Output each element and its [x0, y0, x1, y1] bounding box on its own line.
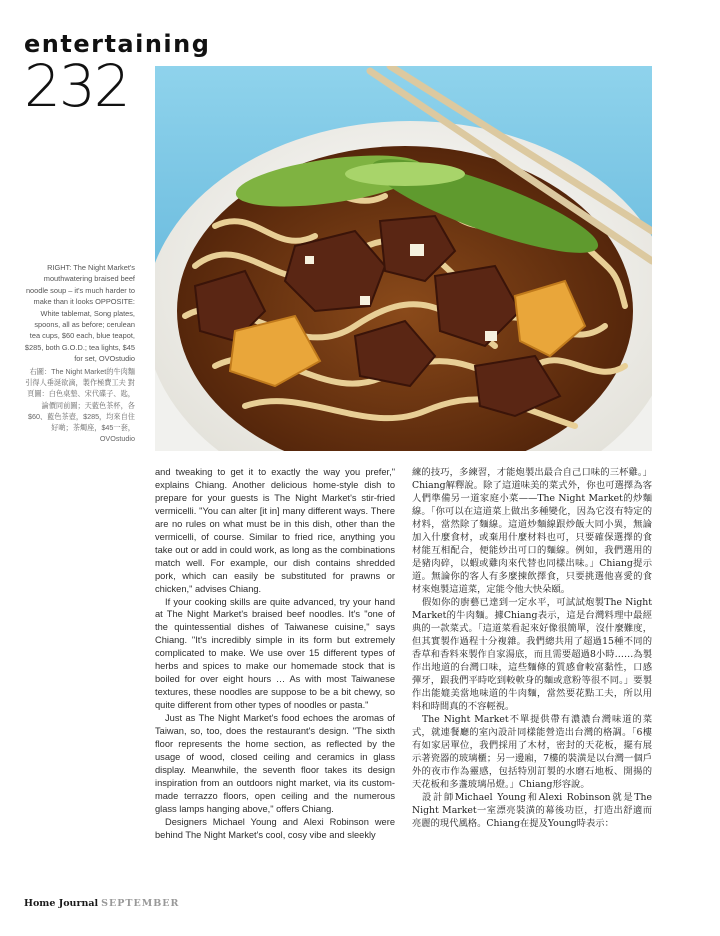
- article-paragraph: 設計師Michael Young和Alexi Robinson就是The Night Market一室漂亮裝潢的幕後功臣，打造出舒適而亮麗的現代風格。Chiang在提及Young時表示：: [412, 792, 652, 829]
- magazine-name: Home Journal: [24, 898, 99, 909]
- photo-caption-chinese: 右圖：The Night Market的牛肉麵引得人垂涎欲滴，製作極費工夫 對頁圖：白色桌墊、宋代碟子、匙，論價同前圖；天藍色茶杯，各$60、藍色茶壺，$285，均來自住好啲；茶燭座，$45一套，OVOstudio: [25, 367, 135, 444]
- footer: [24, 898, 179, 909]
- beef-noodle-photo: [155, 66, 652, 451]
- issue-month: SEPTEMBER: [101, 898, 180, 909]
- article-paragraph: Just as The Night Market's food echoes the aromas of Taiwan, so, too, does the restaurant's design. "The sixth floor represents the home section, as reflected by the usage of wood, closed ceiling and ceramics in glass display. Meanwhile, the seventh floor takes its design inspiration from an outdoors night market, via its custom-made terrazzo floors, open ceiling and the numerous glass lamps hanging above," offers Chiang.: [155, 713, 395, 814]
- article-paragraph: The Night Market不單提供帶有濃濃台灣味道的菜式，就連餐廳的室內設計同樣能營造出台灣的格調。「6樓有如家居單位，我們採用了木材，密封的天花板，擺有展示著瓷器的玻璃櫃；另一邊廂，7樓的裝潢是以台灣一個戶外的夜市作為靈感，包括特別訂製的水磨石地板、開揚的天花板和多盞玻璃吊燈。」Chiang形容說。: [412, 714, 652, 790]
- article-paragraph: If your cooking skills are quite advanced, try your hand at The Night Market's braised beef noodles. It's "one of the quintessential dishes of Taiwanese cuisine," says Chiang. "It's incredibly simple in its form but extremely complicated to make. We use over 15 different types of herbs and spices to make our homemade stock that is boiled for over eight hours … As with most Taiwanese textures, these noodles are suppose to be a bit chewy, so quite different from other types of noodles or pasta.": [155, 596, 395, 711]
- article-paragraph: and tweaking to get it to exactly the way you prefer," explains Chiang. Another delicious home-style dish to prepare for your guests is The Night Market's stir-fried vermicelli. "You can alter [it in] many different ways. There are no rules on what must be in this dish, other than the vermicelli, of course. Similar to fried rice, anything you take out or add in could work, as long as the combinations match well. For example, our dish contains shredded pork, which can easily be substituted for prawns or chicken," advises Chiang.: [155, 467, 395, 594]
- section-title: entertaining: [24, 30, 211, 58]
- photo-caption-english: RIGHT: The Night Market's mouthwatering braised beef noodle soup – it's much harder to make than it looks OPPOSITE: White tablemat, Song plates, spoons, all as before; cerulean tea cups, $60 each, blue teapot, $285, both G.O.D.; tea lights, $45 for set, OVOstudio: [24, 263, 135, 364]
- article-column-english: [155, 466, 395, 842]
- page-number: 232: [24, 52, 129, 120]
- article-paragraph: Designers Michael Young and Alexi Robinson were behind The Night Market's cool, cosy vibe and sleekly: [155, 816, 395, 840]
- article-column-chinese: [412, 466, 652, 830]
- article-paragraph: 練的技巧，多練習，才能炮製出最合自己口味的三杯雞。」Chiang解釋說。除了這道味美的菜式外，你也可選擇為客人們準備另一道家庭小菜——The Night Market的炒麵線。「你可以在這道菜上做出多種變化，因為它沒有特定的材料，當然除了麵線。這道炒麵線跟炒飯大同小異，無論加入什麼食材，或棄用什麼材料也可，只要確保選擇的食材能互相配合，便能炒出可口的麵線。例如，我們選用的是豬肉碎，以蝦或雞肉來代替也同樣出味。」Chiang提示道。無論你的客人有多麼揀飲擇食，只要挑選他喜愛的食材來炮製這道菜，定能令他大快朵頤。: [412, 467, 652, 595]
- article-paragraph: 假如你的廚藝已達到一定水平，可試試炮製The Night Market的牛肉麵。據Chiang表示，這是台灣料理中最經典的一款菜式。「這道菜看起來好像很簡單，沒什麼難度，但其實製作過程十分複雜。我們總共用了超過15種不同的香草和香料來製作自家湯底，而且需要超過8小時……為製作出地道的台灣口味，這些麵條的質感會較富黏性，口感彈牙，跟我們平時吃到較軟身的麵或意粉等很不同。」要製作出能媲美當地味道的牛肉麵，當然要花點工夫，所以用料和時間真的不容輕視。: [412, 597, 652, 712]
